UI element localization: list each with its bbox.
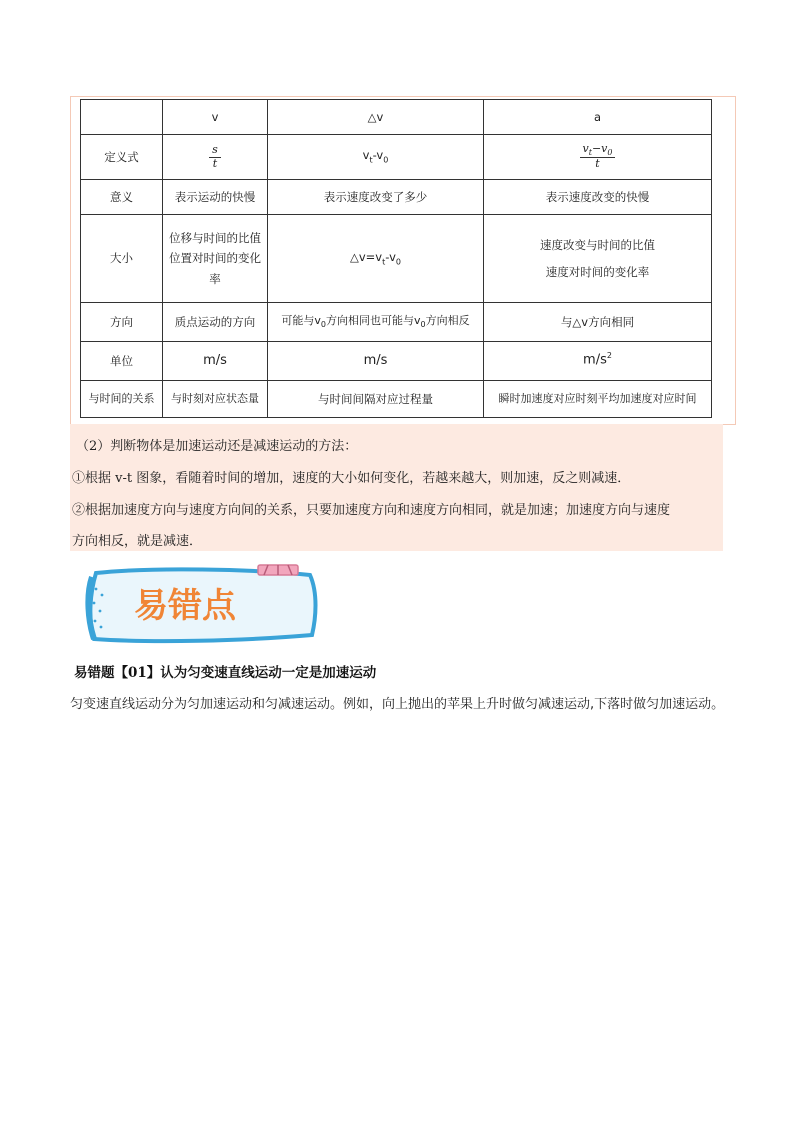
formula-subscript: t — [588, 148, 592, 158]
comparison-table — [80, 99, 712, 418]
a-formula — [484, 135, 712, 180]
method-box — [70, 424, 723, 551]
comparison-table-frame — [70, 96, 736, 425]
a-fraction — [580, 143, 616, 171]
v-fraction — [209, 144, 221, 170]
table-row — [81, 215, 712, 303]
table-cell: 与时刻对应状态量 — [163, 381, 268, 418]
v-formula — [163, 135, 268, 180]
banner-title: 易错点 — [134, 586, 236, 626]
table-cell: 质点运动的方向 — [163, 303, 268, 342]
table-cell: 与时间间隔对应过程量 — [268, 381, 484, 418]
paperclip-icon — [258, 565, 298, 575]
formula-part: v — [582, 141, 589, 155]
table-cell — [484, 342, 712, 381]
unit-superscript: 2 — [606, 351, 612, 361]
formula-part: -v — [385, 249, 396, 264]
formula-part: -v — [372, 148, 384, 163]
table-row — [81, 180, 712, 215]
fraction-denominator: t — [595, 157, 600, 171]
mistake-body: 匀变速直线运动分为匀加速运动和匀减速运动。例如，向上抛出的苹果上升时做匀减速运动,下落时做匀加速运动。 — [70, 697, 725, 712]
table-row — [81, 381, 712, 418]
formula-subscript: 0 — [320, 320, 326, 330]
table-cell: 表示速度改变的快慢 — [484, 180, 712, 215]
formula-subscript: t — [369, 155, 373, 165]
formula-part: 可能与v — [281, 314, 321, 327]
table-cell: 位移与时间的比值位置对时间的变化率 — [163, 215, 268, 303]
table-cell: 与△v方向相同 — [484, 303, 712, 342]
row-label: 与时间的关系 — [81, 381, 163, 418]
formula-part: 方向相同也可能与v — [326, 314, 421, 327]
row-label: 方向 — [81, 303, 163, 342]
table-cell: m/s — [163, 342, 268, 381]
formula-part: v — [362, 148, 370, 163]
table-cell — [268, 303, 484, 342]
formula-subscript: 0 — [395, 257, 401, 267]
table-cell — [268, 215, 484, 303]
header-cell-empty — [81, 100, 163, 135]
table-header-row — [81, 100, 712, 135]
row-label: 大小 — [81, 215, 163, 303]
table-row — [81, 303, 712, 342]
mistakes-banner — [82, 563, 322, 645]
formula-subscript: 0 — [607, 148, 613, 158]
formula-part: 方向相反 — [425, 314, 470, 327]
method-title: （2）判断物体是加速运动还是减速运动的方法： — [76, 439, 358, 454]
method-item-2: ②根据加速度方向与速度方向间的关系，只要加速度方向和速度方向相同，就是加速；加速度方向与速度 — [72, 503, 671, 518]
method-item-1: ①根据 v-t 图象，看随着时间的增加，速度的大小如何变化，若越来越大，则加速，反之则减速． — [72, 471, 631, 486]
formula-subscript: t — [382, 257, 386, 267]
fraction-numerator: s — [209, 144, 221, 158]
formula-operator: − — [591, 141, 602, 155]
table-row — [81, 342, 712, 381]
cell-line: 速度对时间的变化率 — [545, 264, 650, 279]
cell-line: 速度改变与时间的比值 — [540, 238, 655, 253]
table-cell: 表示运动的快慢 — [163, 180, 268, 215]
formula-subscript: 0 — [420, 320, 426, 330]
formula-part: △v=v — [350, 249, 383, 264]
table-cell: 瞬时加速度对应时刻平均加速度对应时间 — [484, 381, 712, 418]
row-label: 意义 — [81, 180, 163, 215]
dv-formula — [268, 135, 484, 180]
header-cell-a: a — [484, 100, 712, 135]
mistake-title: 易错题【01】认为匀变速直线运动一定是加速运动 — [74, 665, 377, 681]
unit-text: m/s — [583, 352, 607, 368]
table-cell: 表示速度改变了多少 — [268, 180, 484, 215]
table-cell — [484, 215, 712, 303]
fraction-numerator — [580, 143, 616, 158]
method-item-2-cont: 方向相反，就是减速． — [72, 534, 203, 549]
row-label: 单位 — [81, 342, 163, 381]
formula-part: v — [601, 141, 608, 155]
fraction-denominator: t — [212, 156, 218, 170]
row-label: 定义式 — [81, 135, 163, 180]
header-cell-v: v — [163, 100, 268, 135]
formula-subscript: 0 — [383, 155, 389, 165]
table-cell: m/s — [268, 342, 484, 381]
table-row — [81, 135, 712, 180]
header-cell-dv: △v — [268, 100, 484, 135]
